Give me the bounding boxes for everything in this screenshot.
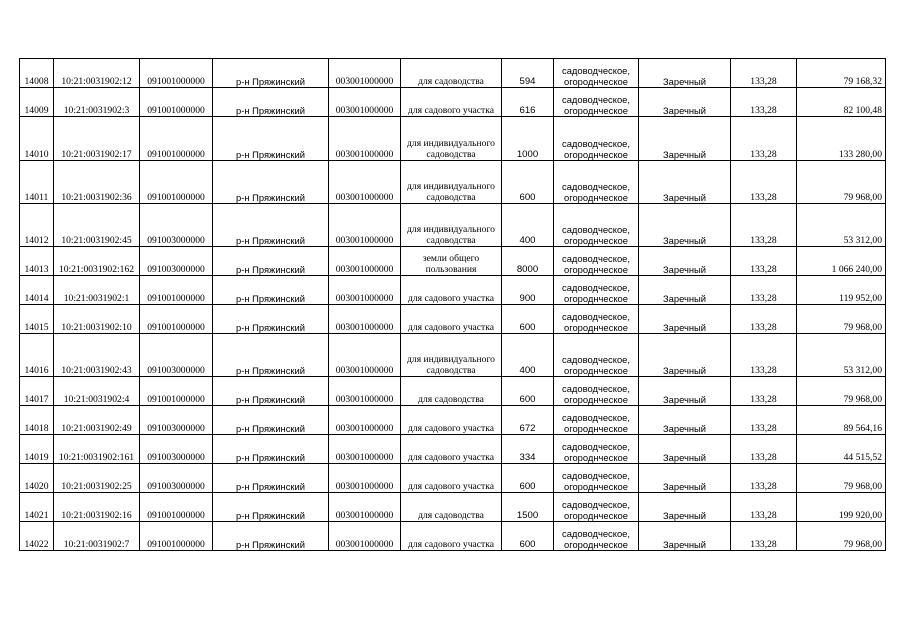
- zone-code-cell: 003001000000: [329, 117, 401, 161]
- table-row: [20, 334, 886, 377]
- district-cell: р-н Пряжинский: [213, 305, 329, 334]
- cadastral-number-cell: 10:21:0031902:36: [54, 161, 140, 204]
- use-category-cell: садоводческое, огороднческое: [554, 334, 639, 377]
- table-row: [20, 117, 886, 161]
- use-category-cell: садоводческое, огороднческое: [554, 305, 639, 334]
- land-parcels-table: [19, 58, 886, 551]
- settlement-cell: Заречный: [639, 117, 731, 161]
- okato-code-cell: 091001000000: [140, 522, 213, 551]
- use-category-cell: садоводческое, огороднческое: [554, 464, 639, 493]
- area-cell: 400: [502, 204, 554, 247]
- use-category-cell: садоводческое, огороднческое: [554, 117, 639, 161]
- okato-code-cell: 091001000000: [140, 59, 213, 88]
- cadastral-value-cell: 53 312,00: [797, 334, 886, 377]
- cadastral-number-cell: 10:21:0031902:4: [54, 377, 140, 406]
- district-cell: р-н Пряжинский: [213, 204, 329, 247]
- table-row: [20, 435, 886, 464]
- specific-value-cell: 133,28: [731, 117, 797, 161]
- cadastral-number-cell: 10:21:0031902:43: [54, 334, 140, 377]
- area-cell: 334: [502, 435, 554, 464]
- cadastral-number-cell: 10:21:0031902:161: [54, 435, 140, 464]
- cadastral-value-cell: 79 168,32: [797, 59, 886, 88]
- okato-code-cell: 091001000000: [140, 88, 213, 117]
- use-category-cell: садоводческое, огороднческое: [554, 88, 639, 117]
- row-number-cell: 14015: [20, 305, 54, 334]
- district-cell: р-н Пряжинский: [213, 117, 329, 161]
- area-cell: 600: [502, 522, 554, 551]
- settlement-cell: Заречный: [639, 305, 731, 334]
- table-body: [20, 59, 886, 551]
- settlement-cell: Заречный: [639, 522, 731, 551]
- table-row: [20, 276, 886, 305]
- permitted-use-cell: для индивидуального садоводства: [401, 117, 502, 161]
- table-row: [20, 406, 886, 435]
- row-number-cell: 14017: [20, 377, 54, 406]
- row-number-cell: 14018: [20, 406, 54, 435]
- specific-value-cell: 133,28: [731, 377, 797, 406]
- district-cell: р-н Пряжинский: [213, 276, 329, 305]
- area-cell: 8000: [502, 247, 554, 276]
- cadastral-number-cell: 10:21:0031902:10: [54, 305, 140, 334]
- specific-value-cell: 133,28: [731, 464, 797, 493]
- okato-code-cell: 091003000000: [140, 406, 213, 435]
- specific-value-cell: 133,28: [731, 276, 797, 305]
- okato-code-cell: 091001000000: [140, 161, 213, 204]
- table-row: [20, 493, 886, 522]
- row-number-cell: 14019: [20, 435, 54, 464]
- zone-code-cell: 003001000000: [329, 493, 401, 522]
- use-category-cell: садоводческое, огороднческое: [554, 247, 639, 276]
- area-cell: 616: [502, 88, 554, 117]
- district-cell: р-н Пряжинский: [213, 522, 329, 551]
- okato-code-cell: 091001000000: [140, 117, 213, 161]
- table-row: [20, 247, 886, 276]
- row-number-cell: 14009: [20, 88, 54, 117]
- cadastral-number-cell: 10:21:0031902:12: [54, 59, 140, 88]
- zone-code-cell: 003001000000: [329, 522, 401, 551]
- cadastral-value-cell: 133 280,00: [797, 117, 886, 161]
- okato-code-cell: 091003000000: [140, 334, 213, 377]
- cadastral-value-cell: 199 920,00: [797, 493, 886, 522]
- permitted-use-cell: для садового участка: [401, 522, 502, 551]
- use-category-cell: садоводческое, огороднческое: [554, 522, 639, 551]
- permitted-use-cell: для садового участка: [401, 276, 502, 305]
- specific-value-cell: 133,28: [731, 59, 797, 88]
- zone-code-cell: 003001000000: [329, 204, 401, 247]
- use-category-cell: садоводческое, огороднческое: [554, 493, 639, 522]
- specific-value-cell: 133,28: [731, 493, 797, 522]
- cadastral-value-cell: 79 968,00: [797, 161, 886, 204]
- okato-code-cell: 091001000000: [140, 493, 213, 522]
- settlement-cell: Заречный: [639, 59, 731, 88]
- specific-value-cell: 133,28: [731, 204, 797, 247]
- specific-value-cell: 133,28: [731, 435, 797, 464]
- district-cell: р-н Пряжинский: [213, 88, 329, 117]
- settlement-cell: Заречный: [639, 247, 731, 276]
- cadastral-value-cell: 79 968,00: [797, 305, 886, 334]
- cadastral-value-cell: 53 312,00: [797, 204, 886, 247]
- use-category-cell: садоводческое, огороднческое: [554, 204, 639, 247]
- specific-value-cell: 133,28: [731, 522, 797, 551]
- specific-value-cell: 133,28: [731, 406, 797, 435]
- permitted-use-cell: для индивидуального садоводства: [401, 204, 502, 247]
- zone-code-cell: 003001000000: [329, 59, 401, 88]
- cadastral-value-cell: 79 968,00: [797, 377, 886, 406]
- district-cell: р-н Пряжинский: [213, 406, 329, 435]
- table-row: [20, 88, 886, 117]
- settlement-cell: Заречный: [639, 406, 731, 435]
- cadastral-value-cell: 44 515,52: [797, 435, 886, 464]
- permitted-use-cell: для садоводства: [401, 59, 502, 88]
- zone-code-cell: 003001000000: [329, 276, 401, 305]
- zone-code-cell: 003001000000: [329, 435, 401, 464]
- cadastral-value-cell: 79 968,00: [797, 464, 886, 493]
- area-cell: 400: [502, 334, 554, 377]
- permitted-use-cell: для индивидуального садоводства: [401, 161, 502, 204]
- settlement-cell: Заречный: [639, 204, 731, 247]
- okato-code-cell: 091003000000: [140, 247, 213, 276]
- permitted-use-cell: для садового участка: [401, 464, 502, 493]
- district-cell: р-н Пряжинский: [213, 59, 329, 88]
- area-cell: 600: [502, 464, 554, 493]
- row-number-cell: 14014: [20, 276, 54, 305]
- specific-value-cell: 133,28: [731, 247, 797, 276]
- permitted-use-cell: земли общего пользования: [401, 247, 502, 276]
- zone-code-cell: 003001000000: [329, 247, 401, 276]
- okato-code-cell: 091003000000: [140, 464, 213, 493]
- table-row: [20, 59, 886, 88]
- row-number-cell: 14020: [20, 464, 54, 493]
- cadastral-number-cell: 10:21:0031902:45: [54, 204, 140, 247]
- area-cell: 600: [502, 305, 554, 334]
- cadastral-number-cell: 10:21:0031902:17: [54, 117, 140, 161]
- use-category-cell: садоводческое, огороднческое: [554, 59, 639, 88]
- use-category-cell: садоводческое, огороднческое: [554, 377, 639, 406]
- table-row: [20, 522, 886, 551]
- settlement-cell: Заречный: [639, 377, 731, 406]
- row-number-cell: 14008: [20, 59, 54, 88]
- specific-value-cell: 133,28: [731, 305, 797, 334]
- cadastral-value-cell: 1 066 240,00: [797, 247, 886, 276]
- district-cell: р-н Пряжинский: [213, 464, 329, 493]
- district-cell: р-н Пряжинский: [213, 247, 329, 276]
- settlement-cell: Заречный: [639, 435, 731, 464]
- permitted-use-cell: для садового участка: [401, 435, 502, 464]
- area-cell: 600: [502, 161, 554, 204]
- district-cell: р-н Пряжинский: [213, 377, 329, 406]
- district-cell: р-н Пряжинский: [213, 493, 329, 522]
- okato-code-cell: 091001000000: [140, 276, 213, 305]
- area-cell: 672: [502, 406, 554, 435]
- row-number-cell: 14016: [20, 334, 54, 377]
- cadastral-value-cell: 89 564,16: [797, 406, 886, 435]
- zone-code-cell: 003001000000: [329, 305, 401, 334]
- cadastral-number-cell: 10:21:0031902:1: [54, 276, 140, 305]
- district-cell: р-н Пряжинский: [213, 161, 329, 204]
- use-category-cell: садоводческое, огороднческое: [554, 276, 639, 305]
- specific-value-cell: 133,28: [731, 161, 797, 204]
- row-number-cell: 14012: [20, 204, 54, 247]
- settlement-cell: Заречный: [639, 334, 731, 377]
- permitted-use-cell: для индивидуального садоводства: [401, 334, 502, 377]
- zone-code-cell: 003001000000: [329, 377, 401, 406]
- cadastral-number-cell: 10:21:0031902:3: [54, 88, 140, 117]
- table-row: [20, 204, 886, 247]
- district-cell: р-н Пряжинский: [213, 334, 329, 377]
- cadastral-value-cell: 82 100,48: [797, 88, 886, 117]
- zone-code-cell: 003001000000: [329, 88, 401, 117]
- use-category-cell: садоводческое, огороднческое: [554, 406, 639, 435]
- cadastral-number-cell: 10:21:0031902:162: [54, 247, 140, 276]
- okato-code-cell: 091003000000: [140, 435, 213, 464]
- okato-code-cell: 091003000000: [140, 204, 213, 247]
- area-cell: 1500: [502, 493, 554, 522]
- cadastral-number-cell: 10:21:0031902:25: [54, 464, 140, 493]
- specific-value-cell: 133,28: [731, 334, 797, 377]
- okato-code-cell: 091001000000: [140, 377, 213, 406]
- zone-code-cell: 003001000000: [329, 334, 401, 377]
- settlement-cell: Заречный: [639, 464, 731, 493]
- permitted-use-cell: для садового участка: [401, 305, 502, 334]
- row-number-cell: 14010: [20, 117, 54, 161]
- cadastral-value-cell: 79 968,00: [797, 522, 886, 551]
- settlement-cell: Заречный: [639, 88, 731, 117]
- cadastral-number-cell: 10:21:0031902:16: [54, 493, 140, 522]
- zone-code-cell: 003001000000: [329, 406, 401, 435]
- area-cell: 594: [502, 59, 554, 88]
- area-cell: 1000: [502, 117, 554, 161]
- use-category-cell: садоводческое, огороднческое: [554, 161, 639, 204]
- cadastral-number-cell: 10:21:0031902:49: [54, 406, 140, 435]
- row-number-cell: 14021: [20, 493, 54, 522]
- permitted-use-cell: для садового участка: [401, 406, 502, 435]
- permitted-use-cell: для садового участка: [401, 88, 502, 117]
- cadastral-number-cell: 10:21:0031902:7: [54, 522, 140, 551]
- zone-code-cell: 003001000000: [329, 161, 401, 204]
- settlement-cell: Заречный: [639, 276, 731, 305]
- cadastral-value-cell: 119 952,00: [797, 276, 886, 305]
- zone-code-cell: 003001000000: [329, 464, 401, 493]
- table-row: [20, 377, 886, 406]
- row-number-cell: 14013: [20, 247, 54, 276]
- table-row: [20, 464, 886, 493]
- use-category-cell: садоводческое, огороднческое: [554, 435, 639, 464]
- area-cell: 600: [502, 377, 554, 406]
- district-cell: р-н Пряжинский: [213, 435, 329, 464]
- permitted-use-cell: для садоводства: [401, 377, 502, 406]
- specific-value-cell: 133,28: [731, 88, 797, 117]
- settlement-cell: Заречный: [639, 493, 731, 522]
- settlement-cell: Заречный: [639, 161, 731, 204]
- row-number-cell: 14022: [20, 522, 54, 551]
- row-number-cell: 14011: [20, 161, 54, 204]
- table-row: [20, 161, 886, 204]
- okato-code-cell: 091001000000: [140, 305, 213, 334]
- table-row: [20, 305, 886, 334]
- area-cell: 900: [502, 276, 554, 305]
- permitted-use-cell: для садоводства: [401, 493, 502, 522]
